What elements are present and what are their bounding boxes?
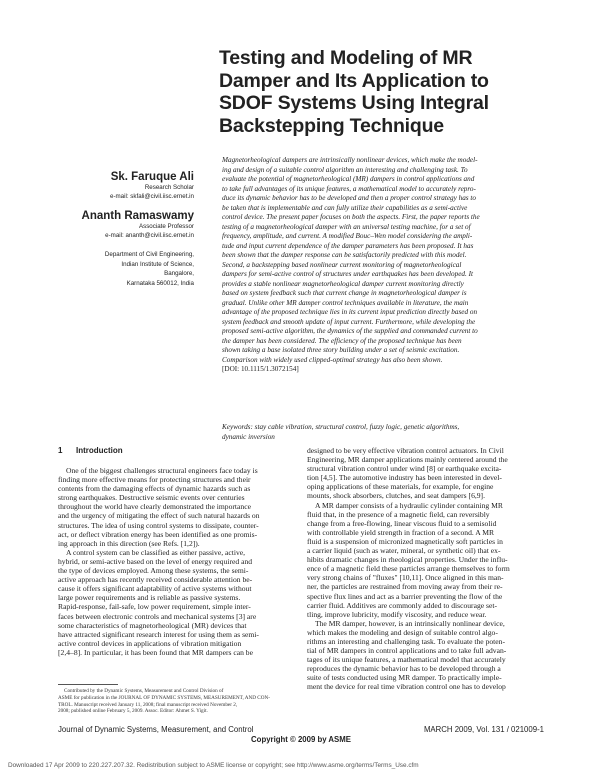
keywords-line: dynamic inversion: [222, 433, 275, 441]
abstract-line: dampers for semi-active control of structures under earthquakes has been developed. It: [222, 270, 473, 278]
body-text-line: [2,4–8]. In particular, it has been found that MR dampers can be: [58, 647, 253, 657]
body-text-line: A control system can be classified as either passive, active,: [66, 547, 246, 557]
author-block: [80, 170, 194, 288]
body-text-line: One of the biggest challenges structural engineers face today is: [66, 466, 258, 475]
author-role: Associate Professor: [138, 223, 194, 230]
body-text-line: some characteristics of magnetorheological (MR) devices that: [58, 620, 247, 630]
body-text-line: hibits dramatic changes in rheological properties. Under the influ-: [307, 555, 508, 565]
abstract-line: control device. The present paper focuses on both the aspects. First, the paper reports the: [222, 213, 480, 221]
author-email: e-mail: ananth@civil.iisc.ernet.in: [105, 231, 194, 239]
abstract-line: ing and design of a suitable control algorithm an interesting and challenging task. To: [222, 165, 468, 174]
footnote-rule: [58, 684, 118, 685]
affiliation-line: Karnataka 560012, India: [126, 279, 194, 287]
title-line: Damper and Its Application to: [219, 69, 489, 92]
body-text-line: suite of tests conducted using MR damper. To practically imple-: [307, 673, 502, 683]
abstract-line: system feedback and smooth update of input current. Furthermore, while developing the: [222, 317, 476, 326]
section-heading: [58, 446, 294, 456]
abstract-line: Magnetorheological dampers are intrinsically nonlinear devices, which make the model-: [222, 156, 478, 164]
journal-name: Journal of Dynamic Systems, Measurement, and Control: [58, 725, 254, 734]
body-text-line: fluid is a suspension of micronized magnetically soft particles in: [307, 536, 503, 546]
abstract-line: gradual. Unlike other MR damper control techniques available in literature, the main: [222, 298, 469, 307]
body-text-line: faces between electronic controls and mechanical systems [3] are: [58, 611, 257, 621]
footnote-line: TROL. Manuscript received January 11, 2008; final manuscript received November 2,: [58, 701, 238, 708]
doi: [DOI: 10.1115/1.3072154]: [222, 365, 299, 373]
body-text-line: structural vibration control under wind [8] or earthquake excita-: [307, 464, 502, 474]
keywords-line: Keywords: stay cable vibration, structural control, fuzzy logic, genetic algorithms,: [222, 423, 460, 431]
footnote-line: Contributed by the Dynamic Systems, Measurement and Control Division of: [64, 688, 224, 694]
abstract: [222, 156, 550, 375]
affiliation-line: Department of Civil Engineering,: [104, 251, 194, 258]
footnote-line: 2008; published online February 5, 2009. Assoc. Editor: Ahmet S. Yigit.: [58, 708, 208, 715]
body-text-line: throughout the world have clearly demonstrated the importance: [58, 502, 251, 512]
body-text-line: A MR damper consists of a hydraulic cylinder containing MR: [315, 500, 503, 510]
author-name: Sk. Faruque Ali: [110, 171, 194, 183]
body-text-line: change from a free-flowing, linear viscous fluid to a semisolid: [307, 518, 497, 528]
abstract-line: testing of a magnetorheological damper with an universal testing machine, for a set of: [222, 222, 471, 231]
body-text-line: finding more effective means for protecting structures and their: [58, 475, 251, 485]
body-text-line: ing approach in this direction (see Refs. [1,2]).: [58, 538, 200, 548]
body-text-line: Engineering, MR damper applications mainly centered around the: [307, 455, 508, 465]
abstract-line: shown taking a base isolated three story building under a set of seismic excitation.: [222, 346, 460, 354]
left-column: [58, 446, 294, 657]
affiliation-line: Bangalore,: [164, 270, 194, 277]
body-text-line: ner, the particles are restrained from moving away from their re-: [307, 582, 503, 592]
download-note: Downloaded 17 Apr 2009 to 220.227.207.32. Redistribution subject to ASME license or copyright; see http://www.asme.org/terms/Terms_Use.cfm: [8, 762, 419, 769]
copyright: Copyright © 2009 by ASME: [251, 735, 351, 744]
footnote: [58, 688, 294, 715]
body-text-line: rithms an interesting and challenging task. To evaluate the poten-: [307, 636, 505, 646]
paper-title: [219, 47, 559, 137]
abstract-line: advantage of the proposed technique lies in its current input prediction directly based on: [222, 308, 478, 316]
body-text-line: tion [4,5]. The automotive industry has been interested in devel-: [307, 473, 502, 483]
title-line: Testing and Modeling of MR: [219, 47, 473, 69]
abstract-line: been shown that the damper response can be satisfactorily predicted with this model.: [222, 251, 467, 259]
body-text-line: very strong chains of "fluxes" [10,11]. Once aligned in this man-: [307, 573, 504, 583]
body-text-line: designed to be very effective vibration control actuators. In Civil: [307, 446, 504, 455]
body-text-line: reproduces the dynamic behavior has to be developed through a: [307, 664, 501, 674]
body-text-line: contents from the damaging effects of dynamic hazards such as: [58, 484, 251, 494]
body-text-line: ment the device for real time vibration control one has to develop: [307, 682, 506, 692]
body-text-line: the type of devices employed. Among these systems, the semi-: [58, 566, 249, 576]
author-role: Research Scholar: [144, 184, 194, 191]
body-text-line: tial of MR dampers in control applications and to take full advan-: [307, 646, 507, 656]
author-name: Ananth Ramaswamy: [81, 210, 194, 222]
abstract-line: proposed semi-active algorithm, the dynamics of the supplied and commanded current to: [222, 327, 478, 335]
body-text-line: ence of a magnetic field these particles arrange themselves to form: [307, 564, 510, 574]
body-text-line: act, or deflect vibration energy has been identified as one promis-: [58, 529, 258, 539]
title-line: SDOF Systems Using Integral: [219, 92, 489, 114]
body-text-line: and the urgency of mitigating the effect of such natural hazards on: [58, 511, 260, 521]
keywords: [222, 422, 550, 442]
body-text-line: tling, improve lubricity, modify viscosity, and reduce wear.: [307, 609, 487, 619]
journal-footer: [58, 725, 544, 747]
footnote-line: ASME for publication in the JOURNAL OF DYNAMIC SYSTEMS, MEASUREMENT, AND CON-: [58, 694, 270, 701]
abstract-line: to take full advantages of its unique features, a mathematical model to accurately repro-: [222, 184, 476, 193]
body-text-line: large power requirements and is reliable as passive systems.: [58, 593, 241, 603]
body-text-line: a carrier liquid (such as water, mineral, or synthetic oil) that ex-: [307, 546, 501, 556]
body-text-line: structures. The idea of using control systems to dissipate, counter-: [58, 520, 259, 530]
abstract-line: duce its dynamic behavior has to be developed and then a proper control strategy has to: [222, 194, 476, 202]
body-text-line: The MR damper, however, is an intrinsically nonlinear device,: [315, 618, 505, 628]
body-text-line: hybrid, or semi-active based on the level of energy required and: [58, 556, 253, 566]
affiliation-line: Indian Institute of Science,: [121, 260, 194, 268]
body-text-line: strong earthquakes. Destructive seismic events over centuries: [58, 493, 245, 503]
abstract-line: provides a stable nonlinear magnetorheological damper current monitoring directly: [222, 279, 464, 288]
abstract-line: based on system feedback such that current change in magnetorheological damper is: [222, 289, 467, 297]
section-title: Introduction: [76, 446, 123, 455]
section-number: 1: [58, 446, 63, 455]
abstract-line: be taken that is implementable and can fully utilize their capabilities as a semi-active: [222, 203, 468, 212]
body-text-line: active approach has recently received considerable attention be-: [58, 575, 253, 585]
abstract-line: frequency, amplitude, and current. A modified Bouc–Wen model considering the ampli-: [222, 232, 473, 240]
body-text-line: with controllable yield strength in fraction of a second. A MR: [307, 527, 495, 537]
body-text-line: active control devices in applications of vibration mitigation: [58, 638, 242, 648]
abstract-line: the damper has been considered. The efficiency of the proposed technique has been: [222, 336, 462, 345]
author-email: e-mail: skfali@civil.iisc.ernet.in: [110, 192, 194, 200]
body-text-line: Rapid-response, fail-safe, low power requirement, simple inter-: [58, 602, 251, 612]
body-text-line: fluid that, in the presence of a magnetic field, can reversibly: [307, 509, 490, 519]
title-line: Backstepping Technique: [219, 114, 444, 137]
body-text-line: have attracted significant research interest for using them as semi-: [58, 629, 259, 639]
right-column: [307, 446, 543, 692]
body-text-line: mounts, shock absorbers, clutches, and seat dampers [6,9].: [307, 491, 485, 501]
body-text-line: cause it offers significant adaptability of active systems without: [58, 584, 252, 594]
body-text-line: oping applications of these materials, for example, for engine: [307, 482, 494, 492]
abstract-line: evaluate the potential of magnetorheological (MR) dampers in control applications and: [222, 175, 475, 183]
body-text-line: which makes the modeling and design of suitable control algo-: [307, 627, 498, 637]
abstract-line: Comparison with widely used clipped-optimal strategy has also been shown.: [222, 355, 443, 364]
body-text-line: tages of its unique features, a mathematical model that accurately: [307, 655, 506, 665]
body-text-line: spective flux lines and act as a barrier preventing the flow of the: [307, 591, 503, 601]
journal-issue: MARCH 2009, Vol. 131 / 021009-1: [423, 725, 544, 734]
abstract-line: tude and input current dependence of the damper parameters has been proposed. It has: [222, 241, 474, 250]
abstract-line: Second, a backstepping based nonlinear current monitoring of magnetorheological: [222, 260, 462, 269]
body-text-line: carrier fluid. Additives are commonly added to discourage set-: [307, 600, 497, 610]
